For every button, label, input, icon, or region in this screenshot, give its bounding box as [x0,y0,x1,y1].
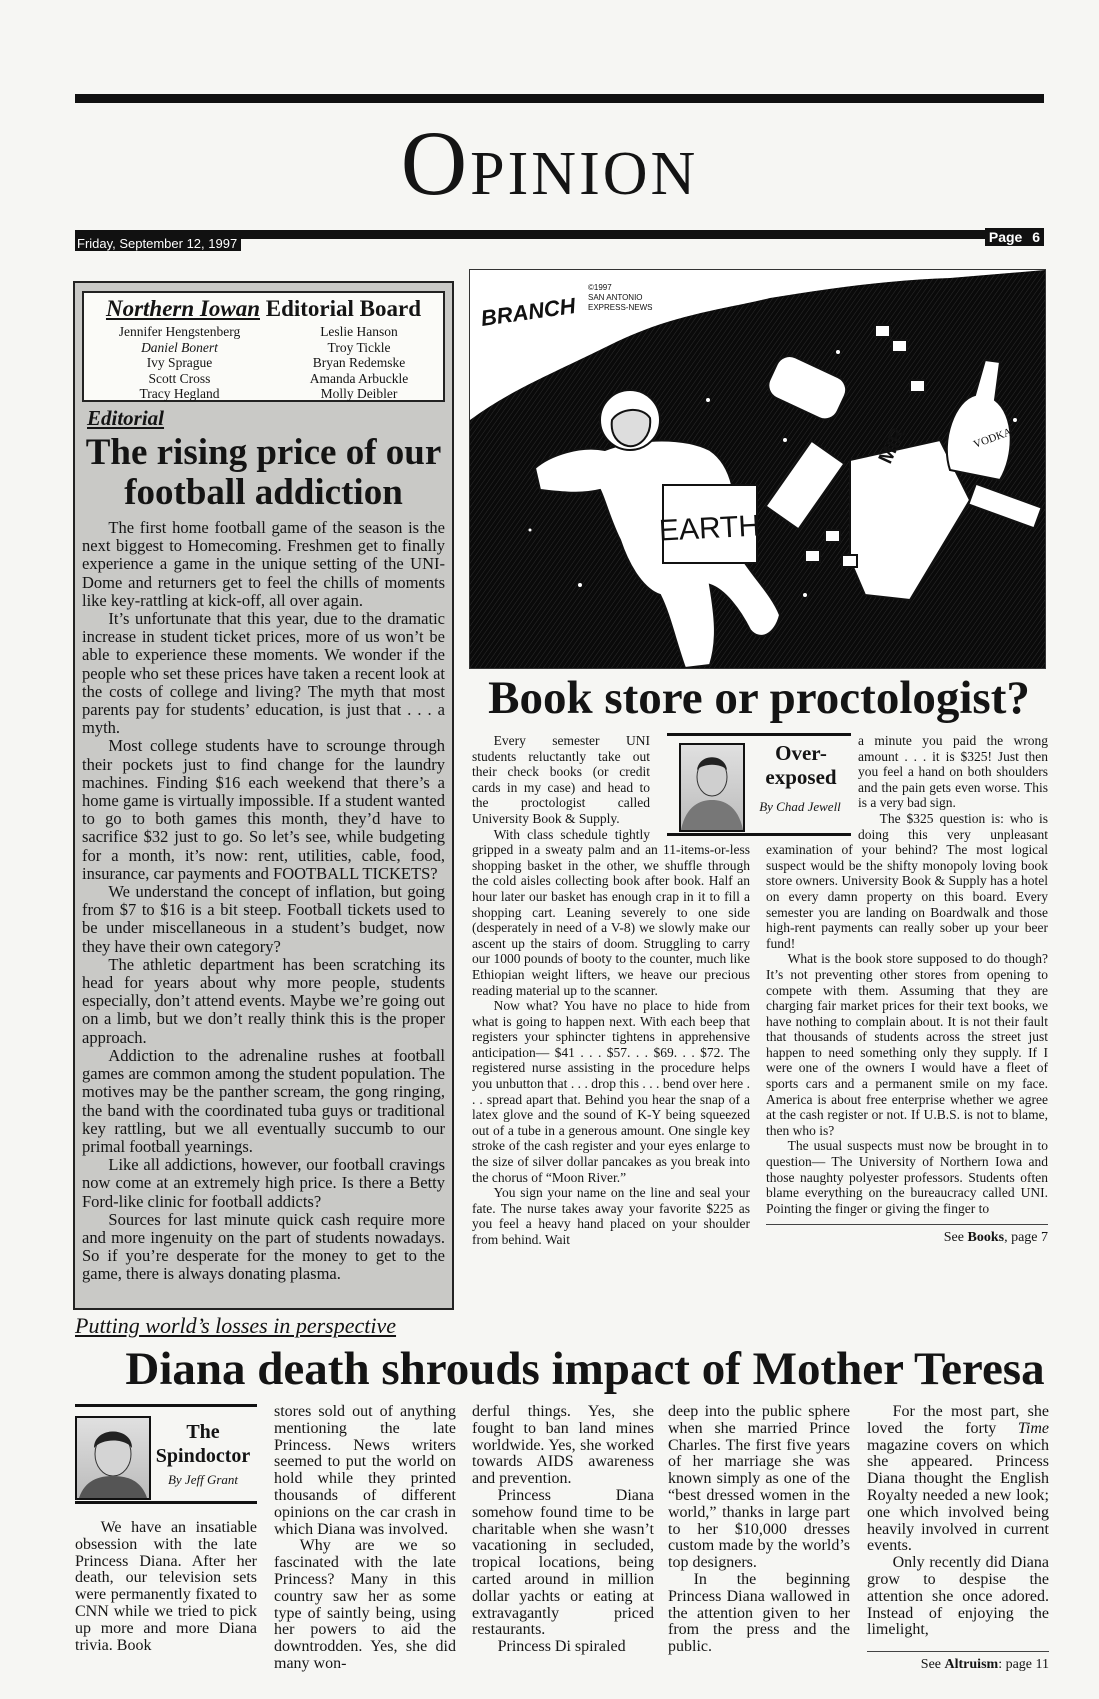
box-rule [667,833,851,836]
paragraph: Only recently did Diana grow to despise the attention she once adored. Instead of enjoying the limelight, [867,1554,1049,1639]
board-members-left [119,324,241,402]
box-rule [667,733,851,736]
diana-headline: Diana death shrouds impact of Mother Teresa [125,1343,1045,1395]
diana-column-text-5 [867,1404,1049,1674]
byline: By Jeff Grant [167,1472,239,1487]
paragraph: The $325 question is: who is doing this very unpleasant examination of your behind? The most logical suspect would be the shifty monopoly loving book store owners. University Book & Supply has a hotel on every damn property on this board. Every semester you are landing on Boardwalk and those high-rent payments can really sober up your beer fund! [766,810,1048,951]
cartoon-credit: ©1997 SAN ANTONIO EXPRESS-NEWS [588,283,653,312]
paragraph: Most college students have to scrounge through their pockets just to find change for the laundry machines. Finding $16 each weekend that there’s a home game is virtually impossible. If a student wanted to go to both games this month, they’d have to sacrifice $32 just to go. So let’s see, while budgeting for a month, it’s now: rent, utilities, cable, food, insurance, car payments and FOOTBALL TICKETS? [82,736,445,883]
paragraph: For the most part, she loved the forty Time magazine covers on which she appeared. Princess Diana thought the English Royalty needed a new look; one which involved being heavily involved in current events. [867,1403,1049,1555]
board-members-right [310,324,409,402]
cartoon-sign-text: EARTH [658,509,761,548]
board-member: Molly Deibler [320,386,398,401]
paragraph: Princess Diana somehow found time to be charitable when she wasn’t vacationing in secluded, tropical locations, being carted around in million dollar yachts or eating at extravagantly priced restaurants. [472,1486,654,1639]
board-member: Bryan Redemske [312,355,406,370]
paragraph: You sign your name on the line and seal your fate. The nurse takes away your favorite $225 as you feel a heavy hand placed on your shoulder from behind. Wait [472,1185,750,1247]
editorial-board-title [84,296,443,322]
board-member: Amanda Arbuckle [309,370,409,386]
board-member: Daniel Bonert [141,339,218,355]
columnist-box-spindoctor [75,1404,257,1504]
paragraph: The usual suspects must now be brought in to question— The University of Northern Iowa and those naughty polyester professors. Students often blame everything on the bureaucracy called UNI. Pointing the finger or giving the finger to [766,1138,1048,1216]
paragraph: Sources for last minute quick cash require more and more ingenuity on the part of students nowadays. So if you’re desperate for the money to get to the game, there is always donating plasma. [82,1209,445,1284]
paragraph: Princess Di spiraled [497,1638,626,1656]
editorial-board [82,291,445,402]
board-member: Scott Cross [148,370,211,386]
board-member: Tracy Hegland [139,386,220,401]
section-title [0,112,1099,219]
diana-column-text-4 [668,1404,850,1656]
columnist-box-overexposed [667,733,851,836]
diana-column-text-2 [274,1404,456,1673]
byline: By Chad Jewell [759,799,841,814]
jump-line-books[interactable]: See Books, page 7 [766,1224,1048,1247]
editorial-headline: The rising price of our football addiction [85,432,442,513]
paragraph: derful things. Yes, she fought to ban land mines worldwide. Yes, she worked towards AIDS awareness and prevention. [472,1403,654,1488]
paragraph: Why are we so fascinated with the late Princess? Many in this country saw her as some type of saintly being, using her powers to aid the downtrodden. Yes, she did many won- [274,1537,456,1672]
paragraph: In the beginning Princess Diana wallowed in the attention given to her from the press and the public. [668,1570,850,1656]
paragraph: We have an insatiable obsession with the late Princess Diana. After her death, our television sets were permanently fixated to CNN while we tried to pick up more and more Diana trivia. Book [75,1519,257,1654]
paragraph: The athletic department has been scratching its head for years about why more people, students especially, don’t attend events. Maybe we’re going out on a limb, but we don’t really think this is the proper approach. [82,954,445,1047]
editorial-cartoon [469,269,1046,669]
issue-date: Friday, September 12, 1997 [75,236,241,251]
board-title: Editorial Board [265,296,422,321]
paragraph: a minute you paid the wrong amount . . . it is $325! Just then you feel a hand on both shoulders and the pain gets even worse. This is a very bad sign. [858,733,1048,811]
columnist-photo [679,743,745,832]
paragraph: Now what? You have no place to hide from what is going to happen next. With each beep that registers your sphincter tightens in apprehensive anticipation— $41 . . . $57. . . $69. . . $72. The registered nurse assisting in the procedure helps you unbutton that . . . drop this . . . bend over here . . . spread apart that. Behind you hear the snap of a latex glove and the sound of K-Y being squeezed out of a tube in a generous amount. One single key stroke of the cash register and your eyes enlarge to the size of silver dollar pancakes as you break into the chorus of “Moon River.” [472,998,750,1185]
paragraph: What is the book store supposed to do though? It’s not preventing other stores from opening to compete with them. Assuming that they are charging fair market prices for their text books, we have nothing to complain about. It is not their fault that thousands of students across the street just happen to need something only they supply. If I were one of the owners I would have a fleet of sports cars and a permanent smile on my face. America is about free enterprise whether we agree at the cash register or not. If U.B.S. is not to blame, then who is? [766,951,1048,1138]
paragraph: Like all addictions, however, our football cravings now come at an extremely high price. Is there a Betty Ford-like clinic for football addicts? [82,1155,445,1211]
diana-column-text-1 [75,1404,257,1654]
station-label: MIR [874,424,911,468]
paper-name: Northern Iowan [105,296,260,321]
paragraph: With class schedule tightly gripped in a sweaty palm and an 11-items-or-less shopping basket in the other, we shuffle through the cold aisles collecting book after book. Half an hour later our basket has enough crap in it to fill a shopping cart. Leaning severely to one side (desperately in need of a V-8) we slowly make our ascent up the stairs of doom. Struggling to carry our 1000 pounds of booty to the counter, much like Ethiopian weight lifters, we heave our precious reading material up to the scanner. [472,826,750,998]
paragraph: We understand the concept of inflation, but going from $7 to $16 is a bit steep. Football tickets used to be under miscellaneous in a student’s budget, now they have their own category? [82,882,445,956]
paragraph: stores sold out of anything mentioning the late Princess. News writers seemed to put the world on hold while they printed thousands of different opinions on the car crash in which Diana was involved. [274,1403,456,1538]
paragraph: The first home football game of the season is the next biggest to Homecoming. Freshmen get to finally experience a game in the unique setting of the UNI-Dome and returners get to feel the chills of moments like key-rattling at kick-off, all over again. [82,518,445,610]
paragraph: It’s unfortunate that this year, due to the dramatic increase in student ticket prices, more of us won’t be able to experience these moments. We wonder if the people who set these prices have taken a recent look at the costs of college and living? The myth that most parents pay for students’ education, is just that . . . a myth. [82,609,445,738]
editorial-label: Editorial [87,406,165,430]
editorial-body [82,519,445,1284]
board-member: Troy Tickle [327,339,391,355]
bottle-label: VODKA [971,425,1014,451]
box-rule [75,1501,257,1504]
board-member: Jennifer Hengstenberg [118,324,241,339]
diana-kicker: Putting world’s losses in perspective [75,1313,397,1338]
board-member: Ivy Sprague [146,355,213,370]
column-name: Over-exposed [765,741,837,789]
cartoonist-signature: BRANCH [479,292,578,331]
book-column-headline: Book store or proctologist? [488,672,1030,724]
section-title-initial: O [400,112,471,214]
column-name: The Spindoctor [155,1421,251,1467]
box-rule [75,1404,257,1407]
board-member: Leslie Hanson [320,324,398,339]
diana-column-text-3 [472,1404,654,1656]
columnist-photo [75,1416,151,1500]
editorial-box [73,281,454,1310]
page-number: Page 6 [985,228,1044,246]
section-title-rest: PINION [470,140,699,208]
masthead-rule [75,94,1044,103]
paragraph: deep into the public sphere when she married Prince Charles. The first five years of her marriage she was known simply as one of the “best dressed women in the world,” thanks in large part to her $10,000 dresses custom made by the world’s top designers. [668,1403,850,1572]
jump-line-altruism[interactable]: See Altruism: page 11 [867,1651,1049,1674]
paragraph: Addiction to the adrenaline rushes at football games are common among the student population. The motives may be the panther scream, the gong ringing, the band with the coordinated tuba guys or traditional key rattling, but we all eventually succumb to our primal football yearnings. [82,1045,445,1156]
paragraph: Every semester UNI students reluctantly take out their check books (or credit cards in my case) and head to the proctologist called University Book & Supply. [472,733,650,826]
